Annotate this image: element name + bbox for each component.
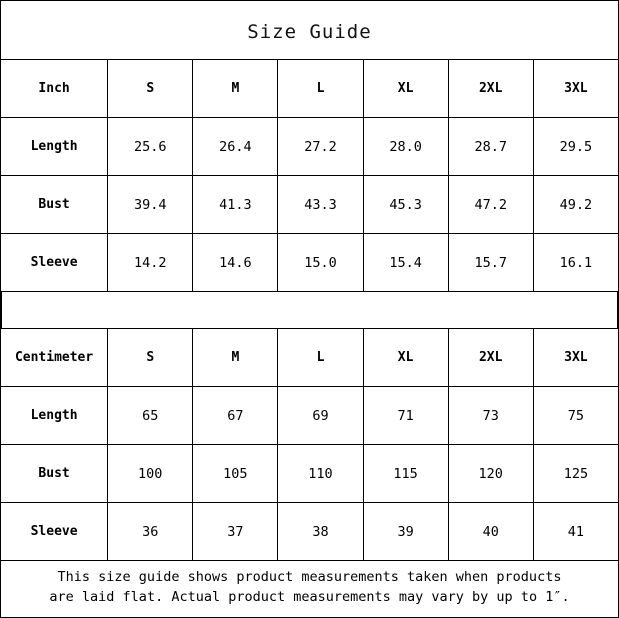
column-header-3xl: 3XL [533, 329, 618, 387]
column-header-l: L [278, 60, 363, 118]
row-label-sleeve: Sleeve [1, 503, 108, 561]
cell-bust-s: 100 [108, 445, 193, 503]
row-label-sleeve: Sleeve [1, 234, 108, 292]
table-row [1, 445, 619, 503]
cell-length-xl: 28.0 [363, 118, 448, 176]
cell-bust-l: 110 [278, 445, 363, 503]
cell-length-l: 69 [278, 387, 363, 445]
footer-note [1, 561, 618, 617]
column-header-xl: XL [363, 60, 448, 118]
inch-table-wrapper [0, 59, 619, 292]
cell-sleeve-2xl: 15.7 [448, 234, 533, 292]
cell-sleeve-m: 14.6 [193, 234, 278, 292]
cell-sleeve-l: 38 [278, 503, 363, 561]
table-row [1, 503, 619, 561]
column-header-m: M [193, 329, 278, 387]
cell-sleeve-m: 37 [193, 503, 278, 561]
row-label-bust: Bust [1, 445, 108, 503]
table-row [1, 234, 619, 292]
cell-sleeve-2xl: 40 [448, 503, 533, 561]
cell-sleeve-s: 36 [108, 503, 193, 561]
inch-size-table [0, 59, 619, 292]
row-label-length: Length [1, 118, 108, 176]
cell-bust-s: 39.4 [108, 176, 193, 234]
cell-bust-3xl: 49.2 [533, 176, 618, 234]
cell-length-2xl: 73 [448, 387, 533, 445]
column-header-l: L [278, 329, 363, 387]
cell-sleeve-xl: 39 [363, 503, 448, 561]
table-header-row [1, 329, 619, 387]
cell-bust-l: 43.3 [278, 176, 363, 234]
table-row [1, 118, 619, 176]
footer-note-line-1: This size guide shows product measurements taken when products [57, 569, 562, 585]
column-header-2xl: 2XL [448, 329, 533, 387]
cell-sleeve-3xl: 16.1 [533, 234, 618, 292]
unit-label-inch: Inch [1, 60, 108, 118]
cell-sleeve-xl: 15.4 [363, 234, 448, 292]
cell-length-m: 26.4 [193, 118, 278, 176]
row-label-length: Length [1, 387, 108, 445]
cell-bust-2xl: 47.2 [448, 176, 533, 234]
cell-bust-xl: 45.3 [363, 176, 448, 234]
cell-bust-xl: 115 [363, 445, 448, 503]
cell-bust-m: 105 [193, 445, 278, 503]
column-header-m: M [193, 60, 278, 118]
table-header-row [1, 60, 619, 118]
cell-length-l: 27.2 [278, 118, 363, 176]
row-label-bust: Bust [1, 176, 108, 234]
table-separator [1, 292, 618, 328]
centimeter-size-table [0, 328, 619, 561]
cell-length-3xl: 75 [533, 387, 618, 445]
unit-label-centimeter: Centimeter [1, 329, 108, 387]
cell-bust-2xl: 120 [448, 445, 533, 503]
cell-length-2xl: 28.7 [448, 118, 533, 176]
cell-sleeve-l: 15.0 [278, 234, 363, 292]
table-row [1, 387, 619, 445]
column-header-s: S [108, 60, 193, 118]
cell-sleeve-3xl: 41 [533, 503, 618, 561]
footer-note-line-2: are laid flat. Actual product measurements may vary by up to 1″. [49, 589, 570, 605]
cell-length-xl: 71 [363, 387, 448, 445]
column-header-xl: XL [363, 329, 448, 387]
cell-bust-m: 41.3 [193, 176, 278, 234]
cell-sleeve-s: 14.2 [108, 234, 193, 292]
table-row [1, 176, 619, 234]
page-title: Size Guide [247, 21, 372, 43]
centimeter-table-wrapper [0, 328, 619, 561]
cell-length-m: 67 [193, 387, 278, 445]
cell-length-3xl: 29.5 [533, 118, 618, 176]
cell-length-s: 25.6 [108, 118, 193, 176]
column-header-3xl: 3XL [533, 60, 618, 118]
column-header-s: S [108, 329, 193, 387]
column-header-2xl: 2XL [448, 60, 533, 118]
cell-bust-3xl: 125 [533, 445, 618, 503]
cell-length-s: 65 [108, 387, 193, 445]
